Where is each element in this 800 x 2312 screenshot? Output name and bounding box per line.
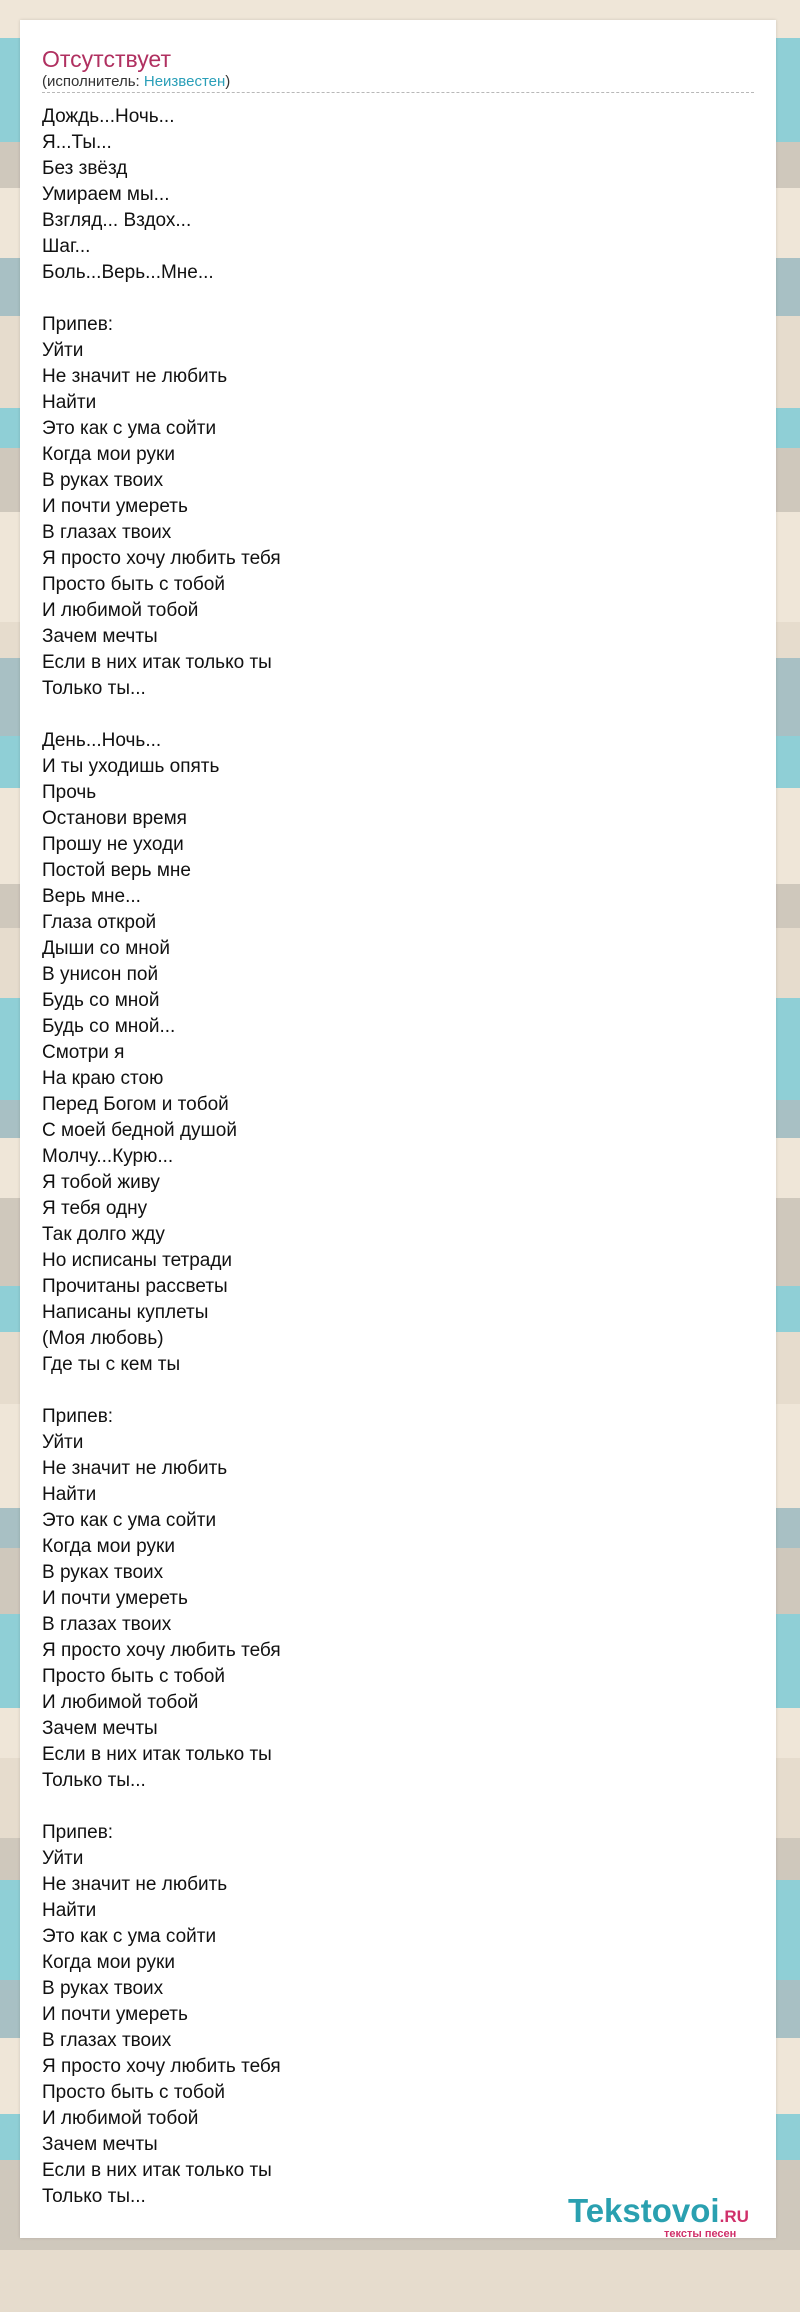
lyric-line: Просто быть с тобой (42, 2082, 225, 2103)
lyric-line: Прошу не уходи (42, 834, 184, 855)
lyric-line: Дыши со мной (42, 938, 170, 959)
lyric-line: Я просто хочу любить тебя (42, 1640, 281, 1661)
lyric-line: Дождь...Ночь... (42, 106, 175, 127)
lyric-line: Прочь (42, 782, 97, 803)
lyric-line: Если в них итак только ты (42, 652, 272, 673)
lyrics-text (42, 104, 742, 2210)
lyric-line: В руках твоих (42, 1562, 164, 1583)
lyric-line: В руках твоих (42, 470, 164, 491)
lyric-line: И ты уходишь опять (42, 756, 220, 777)
lyric-line: Перед Богом и тобой (42, 1094, 229, 1115)
lyric-line: Не значит не любить (42, 366, 228, 387)
lyric-line: В глазах твоих (42, 522, 172, 543)
lyric-line: И почти умереть (42, 496, 188, 517)
lyric-line: Если в них итак только ты (42, 2160, 272, 2181)
lyric-line: Так долго жду (42, 1224, 165, 1245)
lyric-line: Где ты с кем ты (42, 1354, 181, 1375)
lyric-line: Найти (42, 392, 97, 413)
lyric-line: Умираем мы... (42, 184, 170, 205)
lyric-line: Я просто хочу любить тебя (42, 548, 281, 569)
lyric-line: Но исписаны тетради (42, 1250, 233, 1271)
lyric-line: И любимой тобой (42, 600, 199, 621)
lyric-line: На краю стою (42, 1068, 164, 1089)
lyric-line: Припев: (42, 314, 114, 335)
lyric-line: Не значит не любить (42, 1458, 228, 1479)
lyric-line: Это как с ума сойти (42, 1926, 217, 1947)
lyric-line: И почти умереть (42, 1588, 188, 1609)
lyric-line: Зачем мечты (42, 1718, 158, 1739)
lyric-line: Боль...Верь...Мне... (42, 262, 214, 283)
artist-link[interactable]: Неизвестен (143, 73, 226, 90)
lyric-line: Уйти (42, 340, 84, 361)
lyric-line: Глаза открой (42, 912, 157, 933)
lyrics-card (20, 20, 776, 2238)
lyric-line: Когда мои руки (42, 1536, 175, 1557)
lyric-line: Я просто хочу любить тебя (42, 2056, 281, 2077)
lyric-blank-line (42, 702, 742, 728)
lyric-line: Постой верь мне (42, 860, 191, 881)
lyric-line: (Моя любовь) (42, 1328, 164, 1349)
lyric-line: Я тобой живу (42, 1172, 160, 1193)
lyric-line: Просто быть с тобой (42, 574, 225, 595)
lyric-line: Смотри я (42, 1042, 125, 1063)
lyric-line: Будь со мной... (42, 1016, 176, 1037)
lyric-line: Зачем мечты (42, 2134, 158, 2155)
lyric-line: Только ты... (42, 2186, 146, 2207)
lyric-line: Останови время (42, 808, 187, 829)
lyric-blank-line (42, 1794, 742, 1820)
logo-tagline: тексты песен (664, 2228, 737, 2240)
lyric-line: С моей бедной душой (42, 1120, 237, 1141)
lyric-line: Найти (42, 1900, 97, 1921)
lyric-line: Зачем мечты (42, 626, 158, 647)
logo-brand: Tekstovoi (568, 2192, 720, 2229)
lyric-line: И почти умереть (42, 2004, 188, 2025)
lyric-line: Я тебя одну (42, 1198, 148, 1219)
site-logo[interactable] (568, 2192, 768, 2242)
lyric-line: Найти (42, 1484, 97, 1505)
lyric-line: Когда мои руки (42, 1952, 175, 1973)
lyric-line: Если в них итак только ты (42, 1744, 272, 1765)
lyric-line: Не значит не любить (42, 1874, 228, 1895)
lyric-blank-line (42, 286, 742, 312)
lyric-line: Я...Ты... (42, 132, 112, 153)
lyric-line: Это как с ума сойти (42, 1510, 217, 1531)
background-stripe (0, 2250, 800, 2312)
lyric-line: И любимой тобой (42, 1692, 199, 1713)
lyric-line: Только ты... (42, 678, 146, 699)
lyric-line: Припев: (42, 1406, 114, 1427)
lyric-line: Без звёзд (42, 158, 128, 179)
lyric-line: Только ты... (42, 1770, 146, 1791)
artist-line (42, 72, 230, 92)
lyric-line: Уйти (42, 1848, 84, 1869)
logo-tld: .RU (719, 2207, 749, 2226)
lyric-line: В руках твоих (42, 1978, 164, 1999)
lyric-blank-line (42, 1378, 742, 1404)
artist-prefix: (исполнитель: (42, 73, 144, 90)
song-title: Отсутствует (42, 46, 171, 72)
lyric-line: В глазах твоих (42, 1614, 172, 1635)
lyric-line: Просто быть с тобой (42, 1666, 225, 1687)
lyric-line: Молчу...Курю... (42, 1146, 174, 1167)
header-divider (42, 92, 754, 93)
lyric-line: Уйти (42, 1432, 84, 1453)
lyric-line: Прочитаны рассветы (42, 1276, 228, 1297)
lyric-line: Шаг... (42, 236, 91, 257)
lyric-line: Написаны куплеты (42, 1302, 209, 1323)
lyric-line: Припев: (42, 1822, 114, 1843)
lyric-line: Это как с ума сойти (42, 418, 217, 439)
lyric-line: Будь со мной (42, 990, 160, 1011)
lyric-line: Взгляд... Вздох... (42, 210, 192, 231)
lyric-line: Когда мои руки (42, 444, 175, 465)
lyric-line: День...Ночь... (42, 730, 162, 751)
lyric-line: В унисон пой (42, 964, 159, 985)
lyric-line: В глазах твоих (42, 2030, 172, 2051)
artist-suffix: ) (225, 73, 231, 90)
lyric-line: И любимой тобой (42, 2108, 199, 2129)
lyric-line: Верь мне... (42, 886, 141, 907)
